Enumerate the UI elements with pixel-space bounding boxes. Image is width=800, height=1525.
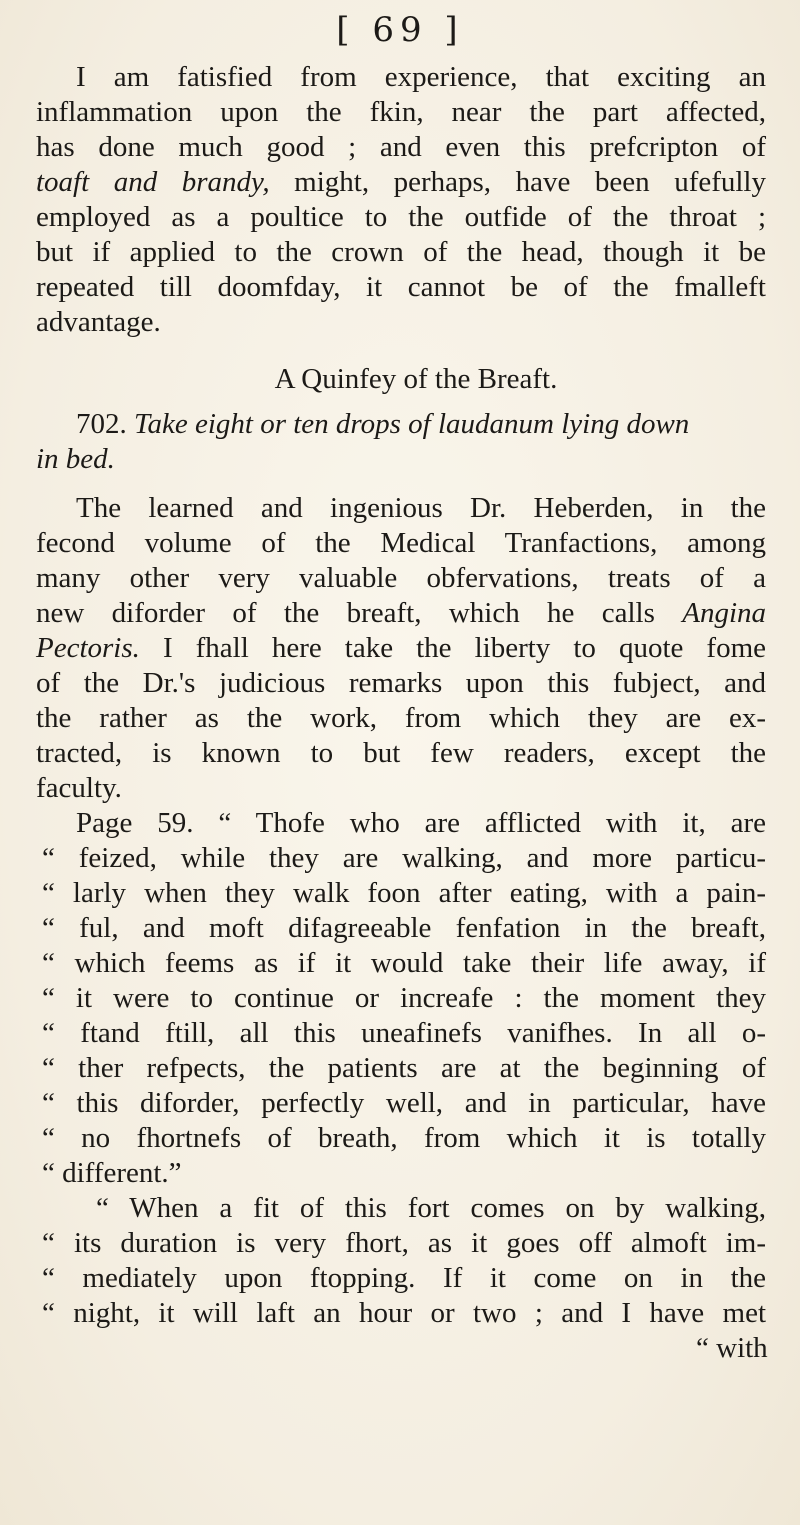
text-line: repeated till doomfday, it cannot be of the fmalleft (36, 271, 766, 303)
quote-line: “ larly when they walk foon after eating, with a pain- (42, 877, 766, 909)
text-line: of the Dr.'s judicious remarks upon this fubject, and (36, 667, 766, 699)
recipe-number: 702. (76, 408, 127, 440)
text-line (36, 165, 766, 200)
page-number: [ 69 ] (336, 10, 464, 50)
quote-line: Page 59. “ Thofe who are afflicted with it, are (76, 807, 766, 839)
quote-line: “ night, it will laft an hour or two ; and I have met (42, 1297, 766, 1329)
text-line: faculty. (36, 772, 122, 804)
quote-line: “ this diforder, perfectly well, and in particular, have (42, 1087, 766, 1119)
quote-line: “ mediately upon ftopping. If it come on in the (42, 1262, 766, 1294)
quote-line: “ no fhortnefs of breath, from which it is totally (42, 1122, 766, 1154)
italic-phrase: Pectoris. (36, 632, 140, 664)
text-line: I am fatisfied from experience, that exciting an (76, 61, 766, 93)
quote-line: “ which feems as if it would take their life away, if (42, 947, 766, 979)
text-line: fecond volume of the Medical Tranfactions, among (36, 527, 766, 559)
italic-phrase: Angina (682, 597, 767, 629)
text-fragment: might, perhaps, have been ufefully (269, 166, 766, 198)
quote-line: “ ful, and moft difagreeable fenfation in the breaft, (42, 912, 766, 944)
quote-line: “ different.” (42, 1157, 182, 1189)
page-text (36, 60, 766, 1366)
quote-line: “ feized, while they are walking, and more particu- (42, 842, 766, 874)
text-line: The learned and ingenious Dr. Heberden, in the (76, 492, 766, 524)
text-line: employed as a poultice to the outfide of the throat ; (36, 201, 766, 233)
catchword: “ with (696, 1332, 768, 1364)
text-fragment: new diforder of the breaft, which he calls (36, 597, 655, 629)
text-line (36, 596, 766, 631)
text-line: but if applied to the crown of the head, though it be (36, 236, 766, 268)
recipe-line (36, 407, 766, 442)
recipe-line: in bed. (36, 443, 115, 475)
text-line: advantage. (36, 306, 161, 338)
section-title: A Quinfey of the Breaft. (274, 363, 558, 395)
text-line: the rather as the work, from which they are ex- (36, 702, 766, 734)
text-line (36, 631, 766, 666)
text-line: has done much good ; and even this prefcripton of (36, 131, 766, 163)
quote-line: “ its duration is very fhort, as it goes off almoft im- (42, 1227, 766, 1259)
quote-line: “ ther refpects, the patients are at the beginning of (42, 1052, 766, 1084)
recipe-text: Take eight or ten drops of laudanum lying down (134, 408, 690, 440)
text-line: tracted, is known to but few readers, except the (36, 737, 766, 769)
text-line: many other very valuable obfervations, treats of a (36, 562, 766, 594)
italic-phrase: toaft and brandy, (36, 166, 270, 198)
quote-line: “ When a fit of this fort comes on by walking, (96, 1192, 766, 1224)
text-fragment: I fhall here take the liberty to quote fome (139, 632, 766, 664)
quote-line: “ it were to continue or increafe : the moment they (42, 982, 766, 1014)
quote-line: “ ftand ftill, all this uneafinefs vanifhes. In all o- (42, 1017, 766, 1049)
text-line: inflammation upon the fkin, near the part affected, (36, 96, 766, 128)
